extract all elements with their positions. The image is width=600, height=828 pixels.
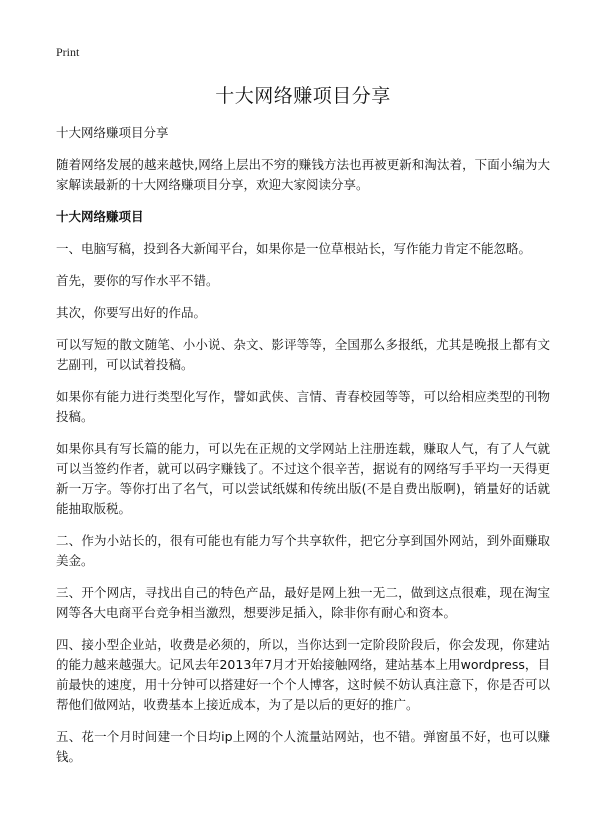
subtitle-text: 十大网络赚项目分享 (56, 125, 169, 140)
paragraph-genre-writing: 如果你有能力进行类型化写作，譬如武侠、言情、青春校园等等，可以给相应类型的刊物投稿。 (56, 389, 550, 424)
intro-paragraph: 随着网络发展的越来越快,网络上层出不穷的赚钱方法也再被更新和淘汰着，下面小编为大家解读最新的十大网络赚项目分享，欢迎大家阅读分享。 (56, 157, 550, 192)
page-title: 十大网络赚项目分享 (215, 85, 391, 107)
paragraph-method-5: 五、花一个月时间建一个日均ip上网的个人流量站网站，也不错。弹窗虽不好，也可以赚钱。 (56, 729, 550, 764)
paragraph-method-4: 四、接小型企业站，收费是必须的，所以，当你达到一定阶段阶段后，你会发现，你建站的能力越来越强大。记风去年2013年7月才开始接触网络，建站基本上用wordpress，目前最快的速度，用十分钟可以搭建好一个个人博客，这时候不妨认真注意下，你是否可以帮他们做网站，收费基本上接近成本，为了是以后的更好的推广。 (56, 637, 550, 712)
paragraph-method-2: 二、作为小站长的，很有可能也有能力写个共享软件，把它分享到国外网站，到外面赚取美金。 (56, 533, 550, 568)
print-link[interactable]: Print (56, 45, 80, 59)
paragraph-long-novels: 如果你具有写长篇的能力，可以先在正规的文学网站上注册连载，赚取人气，有了人气就可以当签约作者，就可以码字赚钱了。不过这个很辛苦，据说有的网络写手平均一天得更新一万字。等你打出了名气，可以尝试纸媒和传统出版(不是自费出版啊)，销量好的话就能抽取版税。 (56, 441, 550, 516)
paragraph-method-3: 三、开个网店，寻找出自己的特色产品，最好是网上独一无二，做到这点很难，现在淘宝网等各大电商平台竞争相当激烈，想要涉足插入，除非你有耐心和资本。 (56, 585, 550, 620)
paragraph-first: 首先，要你的写作水平不错。 (56, 273, 219, 288)
section-heading: 十大网络赚项目 (56, 209, 144, 224)
paragraph-method-1: 一、电脑写稿，投到各大新闻平台，如果你是一位草根站长，写作能力肯定不能忽略。 (56, 241, 532, 256)
paragraph-essays: 可以写短的散文随笔、小小说、杂文、影评等等，全国那么多报纸，尤其是晚报上都有文艺副刊，可以试着投稿。 (56, 337, 550, 372)
paragraph-second: 其次，你要写出好的作品。 (56, 305, 207, 320)
